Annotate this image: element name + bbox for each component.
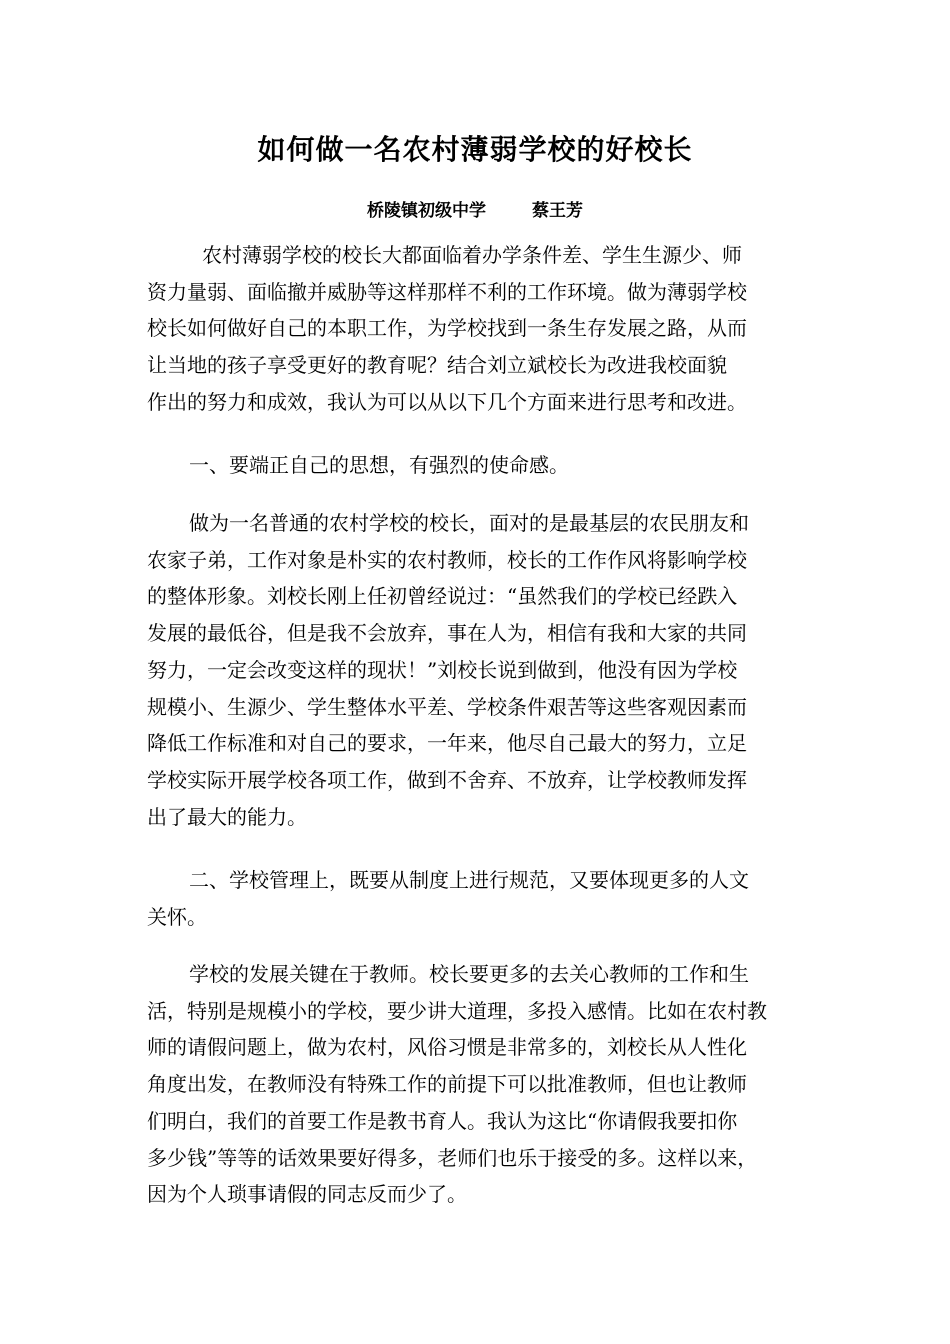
paragraph-line: 作出的努力和成效，我认为可以从以下几个方面来进行思考和改进。 (147, 389, 747, 414)
document-title: 如何做一名农村薄弱学校的好校长 (257, 133, 693, 166)
paragraph-line: 们明白，我们的首要工作是教书育人。我认为这比“你请假我要扣你 (147, 1108, 738, 1133)
paragraph-line: 资力量弱、面临撤并威胁等这样那样不利的工作环境。做为薄弱学校 (147, 279, 747, 304)
paragraph-line: 出了最大的能力。 (147, 804, 307, 829)
paragraph-line: 的整体形象。刘校长刚上任初曾经说过：“虽然我们的学校已经跌入 (147, 584, 738, 609)
paragraph-line: 校长如何做好自己的本职工作，为学校找到一条生存发展之路，从而 (147, 316, 747, 341)
paragraph-line: 做为一名普通的农村学校的校长，面对的是最基层的农民朋友和 (189, 511, 749, 535)
paragraph-line: 规模小、生源少、学生整体水平差、学校条件艰苦等这些客观因素而 (147, 694, 747, 719)
heading-line: 一、要端正自己的思想，有强烈的使命感。 (189, 453, 569, 477)
paragraph-line: 活，特别是规模小的学校，要少讲大道理，多投入感情。比如在农村教 (147, 998, 767, 1023)
paragraph-intro (147, 237, 815, 421)
byline (0, 196, 950, 221)
byline-author: 蔡王芳 (531, 201, 583, 221)
paragraph-line: 角度出发，在教师没有特殊工作的前提下可以批准教师，但也让教师 (147, 1072, 747, 1097)
paragraph-line: 多少钱”等等的话效果要好得多，老师们也乐于接受的多。这样以来， (147, 1145, 758, 1170)
section-heading-1 (147, 447, 815, 484)
paragraph-line: 师的请假问题上，做为农村，风俗习惯是非常多的，刘校长从人性化 (147, 1035, 747, 1060)
paragraph-line: 因为个人琐事请假的同志反而少了。 (147, 1182, 467, 1207)
heading-line: 二、学校管理上，既要从制度上进行规范，又要体现更多的人文 (189, 868, 749, 892)
paragraph-line: 学校实际开展学校各项工作，做到不舍弃、不放弃，让学校教师发挥 (147, 767, 747, 792)
paragraph-line: 降低工作标准和对自己的要求，一年来，他尽自己最大的努力，立足 (147, 731, 747, 756)
byline-school: 桥陵镇初级中学 (367, 201, 487, 221)
section-heading-2 (147, 862, 815, 935)
paragraph-line: 农村薄弱学校的校长大都面临着办学条件差、学生生源少、师 (202, 243, 742, 267)
paragraph-line: 让当地的孩子享受更好的教育呢？结合刘立斌校长为改进我校面貌 (147, 353, 727, 378)
paragraph-line: 发展的最低谷，但是我不会放弃，事在人为，相信有我和大家的共同 (147, 621, 747, 646)
paragraph-line: 学校的发展关键在于教师。校长要更多的去关心教师的工作和生 (189, 962, 749, 986)
paragraph-line: 农家子弟，工作对象是朴实的农村教师，校长的工作作风将影响学校 (147, 547, 747, 572)
paragraph-section-1 (147, 505, 815, 835)
paragraph-section-2 (147, 956, 815, 1213)
heading-line: 关怀。 (147, 904, 207, 929)
paragraph-line: 努力，一定会改变这样的现状！”刘校长说到做到，他没有因为学校 (147, 657, 738, 682)
